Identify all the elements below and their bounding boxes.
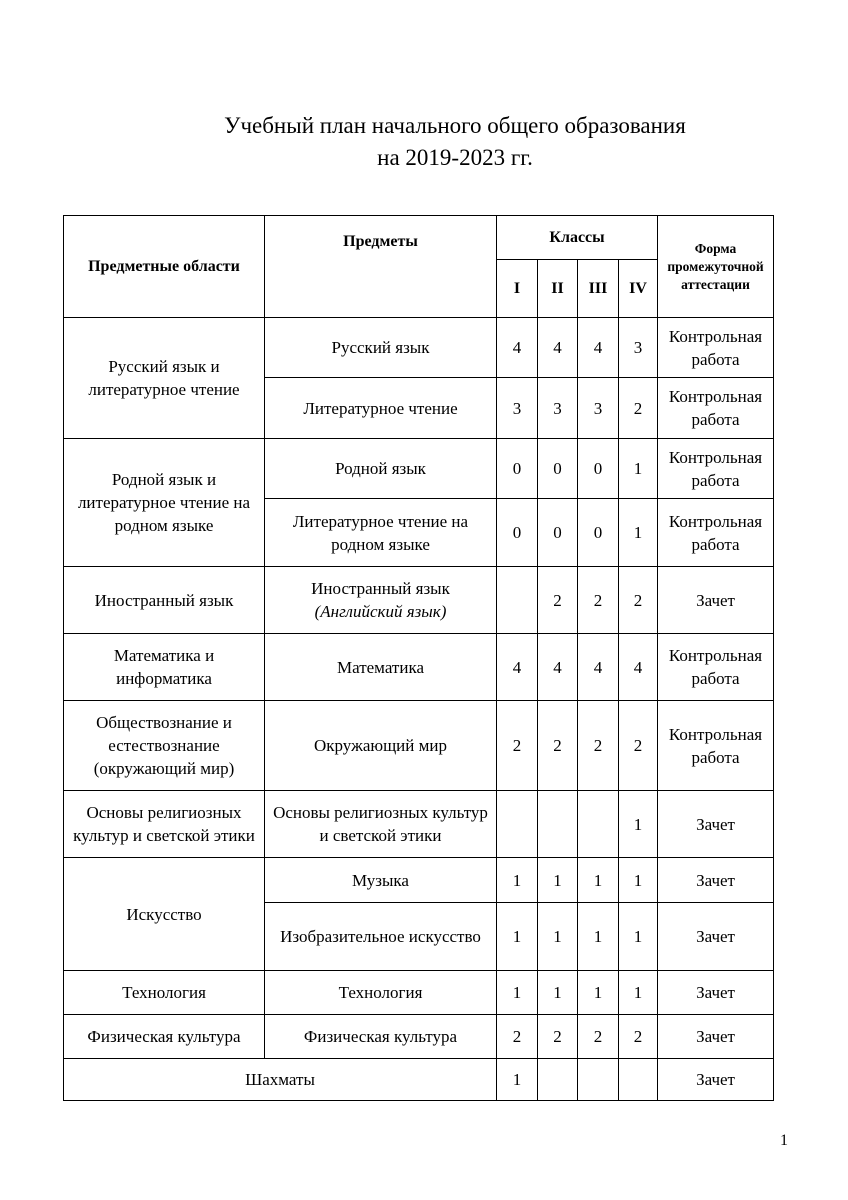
area-cell: Технология: [64, 971, 265, 1015]
hours-cell: [497, 567, 538, 634]
hours-cell: [578, 791, 619, 858]
table-row: [64, 567, 774, 634]
subject-cell: Литературное чтение: [265, 378, 497, 439]
hours-cell: 2: [578, 701, 619, 791]
hours-cell: 4: [538, 318, 578, 378]
hours-cell: 1: [497, 1059, 538, 1101]
hours-cell: 2: [619, 1015, 658, 1059]
curriculum-table: [63, 215, 774, 1101]
form-cell: Зачет: [658, 858, 774, 903]
grade-label-3: III: [578, 260, 619, 318]
form-cell: Контрольная работа: [658, 499, 774, 567]
form-cell: Зачет: [658, 791, 774, 858]
hours-cell: 1: [497, 971, 538, 1015]
hours-cell: 4: [578, 634, 619, 701]
subject-cell: Окружающий мир: [265, 701, 497, 791]
area-cell: Родной язык и литературное чтение на родном языке: [64, 439, 265, 567]
hours-cell: 1: [538, 858, 578, 903]
hours-cell: 2: [538, 701, 578, 791]
hours-cell: 1: [538, 971, 578, 1015]
subject-cell: Физическая культура: [265, 1015, 497, 1059]
hours-cell: 1: [578, 858, 619, 903]
hours-cell: [578, 1059, 619, 1101]
hours-cell: 1: [578, 971, 619, 1015]
header-grades: Классы: [497, 216, 658, 260]
table-row: [64, 439, 774, 499]
grade-label-1: I: [497, 260, 538, 318]
hours-cell: 0: [578, 499, 619, 567]
subject-cell: Русский язык: [265, 318, 497, 378]
hours-cell: 1: [619, 439, 658, 499]
title-line-2: на 2019-2023 гг.: [377, 145, 533, 170]
area-cell: Математика и информатика: [64, 634, 265, 701]
subject-cell: [265, 567, 497, 634]
subject-cell: Технология: [265, 971, 497, 1015]
subject-cell: Математика: [265, 634, 497, 701]
subject-cell: Литературное чтение на родном языке: [265, 499, 497, 567]
hours-cell: 4: [619, 634, 658, 701]
hours-cell: 2: [578, 567, 619, 634]
subject-cell: Музыка: [265, 858, 497, 903]
page-number: 1: [780, 1132, 788, 1149]
table-row: [64, 634, 774, 701]
subject-cell: Основы религиозных культур и светской этики: [265, 791, 497, 858]
hours-cell: 1: [619, 791, 658, 858]
hours-cell: 4: [497, 318, 538, 378]
form-cell: Контрольная работа: [658, 378, 774, 439]
hours-cell: 4: [578, 318, 619, 378]
form-cell: Зачет: [658, 567, 774, 634]
subject-text: Иностранный язык: [311, 579, 450, 598]
area-cell: Русский язык и литературное чтение: [64, 318, 265, 439]
header-areas: Предметные области: [64, 216, 265, 318]
hours-cell: 3: [619, 318, 658, 378]
hours-cell: 2: [619, 567, 658, 634]
form-cell: Контрольная работа: [658, 634, 774, 701]
hours-cell: 2: [497, 701, 538, 791]
form-cell: Контрольная работа: [658, 439, 774, 499]
hours-cell: 4: [538, 634, 578, 701]
form-cell: Зачет: [658, 971, 774, 1015]
hours-cell: 1: [619, 858, 658, 903]
hours-cell: 0: [538, 499, 578, 567]
subject-cell: Изобразительное искусство: [265, 903, 497, 971]
table-row: [64, 858, 774, 903]
area-cell: Основы религиозных культур и светской этики: [64, 791, 265, 858]
hours-cell: 0: [497, 439, 538, 499]
table-row: [64, 701, 774, 791]
hours-cell: [538, 791, 578, 858]
hours-cell: 3: [578, 378, 619, 439]
hours-cell: 2: [538, 1015, 578, 1059]
hours-cell: 2: [538, 567, 578, 634]
hours-cell: 1: [578, 903, 619, 971]
hours-cell: [619, 1059, 658, 1101]
area-cell: Искусство: [64, 858, 265, 971]
hours-cell: 2: [578, 1015, 619, 1059]
hours-cell: 1: [497, 858, 538, 903]
hours-cell: 0: [578, 439, 619, 499]
hours-cell: 3: [538, 378, 578, 439]
area-cell: Иностранный язык: [64, 567, 265, 634]
table-row: [64, 1059, 774, 1101]
hours-cell: 1: [538, 903, 578, 971]
form-cell: Зачет: [658, 1015, 774, 1059]
area-cell: Обществознание и естествознание (окружающий мир): [64, 701, 265, 791]
hours-cell: 1: [619, 903, 658, 971]
header-subjects: Предметы: [265, 216, 497, 318]
hours-cell: 2: [619, 378, 658, 439]
page-title: [0, 110, 848, 174]
hours-cell: [497, 791, 538, 858]
hours-cell: [538, 1059, 578, 1101]
table-row: [64, 1015, 774, 1059]
grade-label-2: II: [538, 260, 578, 318]
title-line-1: Учебный план начального общего образования: [224, 113, 686, 138]
subject-note: (Английский язык): [314, 602, 447, 621]
area-cell: Шахматы: [64, 1059, 497, 1101]
table-row: [64, 318, 774, 378]
hours-cell: 2: [497, 1015, 538, 1059]
hours-cell: 0: [497, 499, 538, 567]
form-cell: Контрольная работа: [658, 701, 774, 791]
hours-cell: 1: [619, 971, 658, 1015]
subject-cell: Родной язык: [265, 439, 497, 499]
form-cell: Зачет: [658, 903, 774, 971]
hours-cell: 3: [497, 378, 538, 439]
hours-cell: 0: [538, 439, 578, 499]
form-cell: Зачет: [658, 1059, 774, 1101]
hours-cell: 1: [497, 903, 538, 971]
grade-label-4: IV: [619, 260, 658, 318]
table-row: [64, 971, 774, 1015]
hours-cell: 4: [497, 634, 538, 701]
area-cell: Физическая культура: [64, 1015, 265, 1059]
hours-cell: 1: [619, 499, 658, 567]
form-cell: Контрольная работа: [658, 318, 774, 378]
hours-cell: 2: [619, 701, 658, 791]
header-form: Форма промежуточной аттестации: [658, 216, 774, 318]
table-row: [64, 791, 774, 858]
